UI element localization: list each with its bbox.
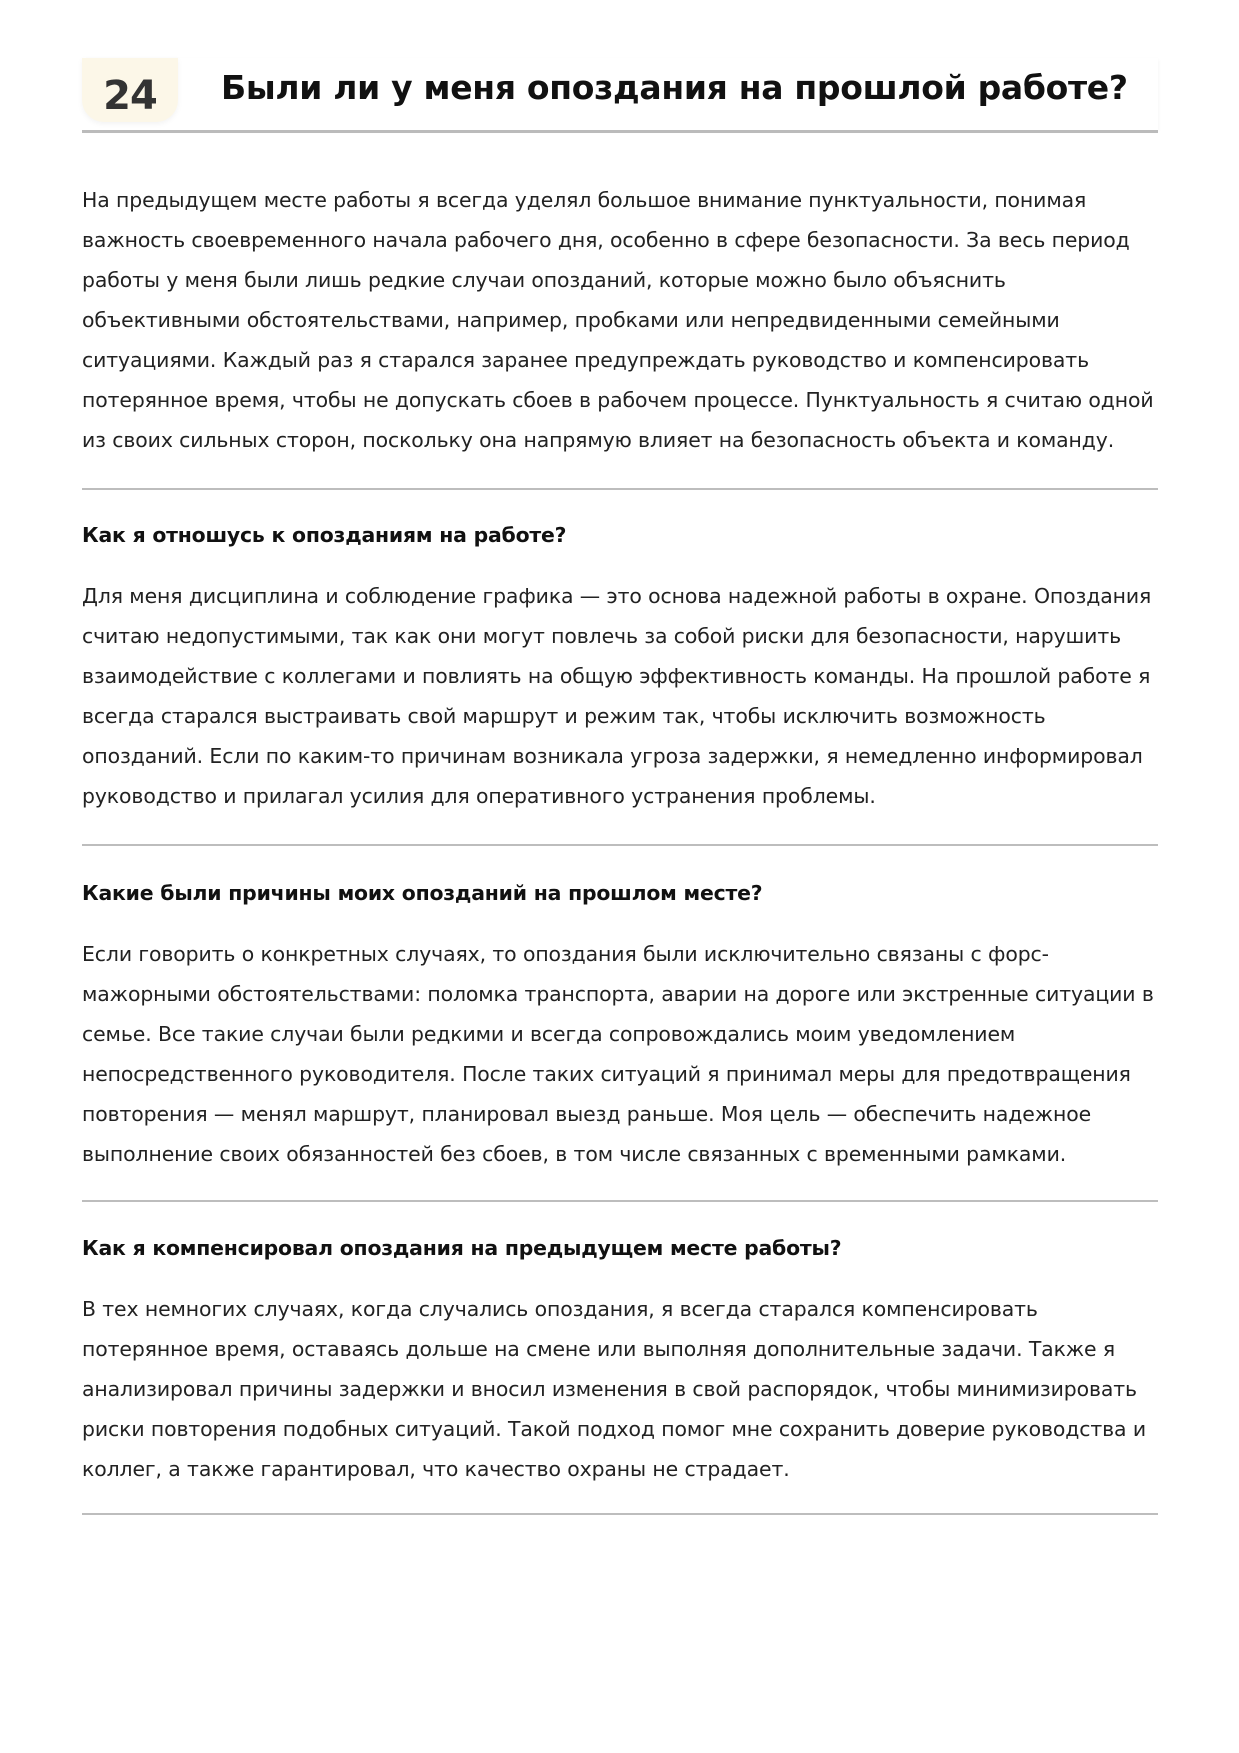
section-divider bbox=[82, 1513, 1158, 1515]
section-heading: Как я компенсировал опоздания на предыдущем месте работы? bbox=[82, 1236, 842, 1260]
section-divider bbox=[82, 844, 1158, 846]
section-heading: Как я отношусь к опозданиям на работе? bbox=[82, 523, 567, 547]
question-header bbox=[82, 58, 1158, 133]
section-paragraph: Если говорить о конкретных случаях, то опоздания были исключительно связаны с форс-мажорными обстоятельствами: поломка транспорта, аварии на дороге или экстренные ситуации в семье. Все такие случаи были редкими и всегда сопровождались моим уведомлением непосредственного руководителя. После таких ситуаций я принимал меры для предотвращения повторения — менял маршрут, планировал выезд раньше. Моя цель — обеспечить надежное выполнение своих обязанностей без сбоев, в том числе связанных с временными рамками. bbox=[82, 942, 1154, 1166]
section-reasons-for-lateness bbox=[82, 878, 1158, 1174]
section-divider bbox=[82, 488, 1158, 490]
section-compensation bbox=[82, 1233, 1158, 1489]
section-heading: Какие были причины моих опозданий на прошлом месте? bbox=[82, 881, 763, 905]
page-title: Были ли у меня опоздания на прошлой работе? bbox=[221, 68, 1128, 107]
section-paragraph: В тех немногих случаях, когда случались опоздания, я всегда старался компенсировать потерянное время, оставаясь дольше на смене или выполняя дополнительные задачи. Также я анализировал причины задержки и вносил изменения в свой распорядок, чтобы минимизировать риски повторения подобных ситуаций. Такой подход помог мне сохранить доверие руководства и коллег, а также гарантировал, что качество охраны не страдает. bbox=[82, 1297, 1146, 1481]
section-divider bbox=[82, 1200, 1158, 1202]
section-attitude-to-lateness bbox=[82, 520, 1158, 816]
intro-paragraph: На предыдущем месте работы я всегда уделял большое внимание пунктуальности, понимая важность своевременного начала рабочего дня, особенно в сфере безопасности. За весь период работы у меня были лишь редкие случаи опозданий, которые можно было объяснить объективными обстоятельствами, например, пробками или непредвиденными семейными ситуациями. Каждый раз я старался заранее предупреждать руководство и компенсировать потерянное время, чтобы не допускать сбоев в рабочем процессе. Пунктуальность я считаю одной из своих сильных сторон, поскольку она напрямую влияет на безопасность объекта и команду. bbox=[82, 188, 1154, 452]
header-divider bbox=[82, 130, 1158, 133]
question-number-badge bbox=[82, 58, 178, 122]
question-number: 24 bbox=[103, 73, 157, 119]
document-page bbox=[82, 58, 1158, 1515]
section-paragraph: Для меня дисциплина и соблюдение графика — это основа надежной работы в охране. Опоздания считаю недопустимыми, так как они могут повлечь за собой риски для безопасности, нарушить взаимодействие с коллегами и повлиять на общую эффективность команды. На прошлой работе я всегда старался выстраивать свой маршрут и режим так, чтобы исключить возможность опозданий. Если по каким-то причинам возникала угроза задержки, я немедленно информировал руководство и прилагал усилия для оперативного устранения проблемы. bbox=[82, 584, 1152, 808]
